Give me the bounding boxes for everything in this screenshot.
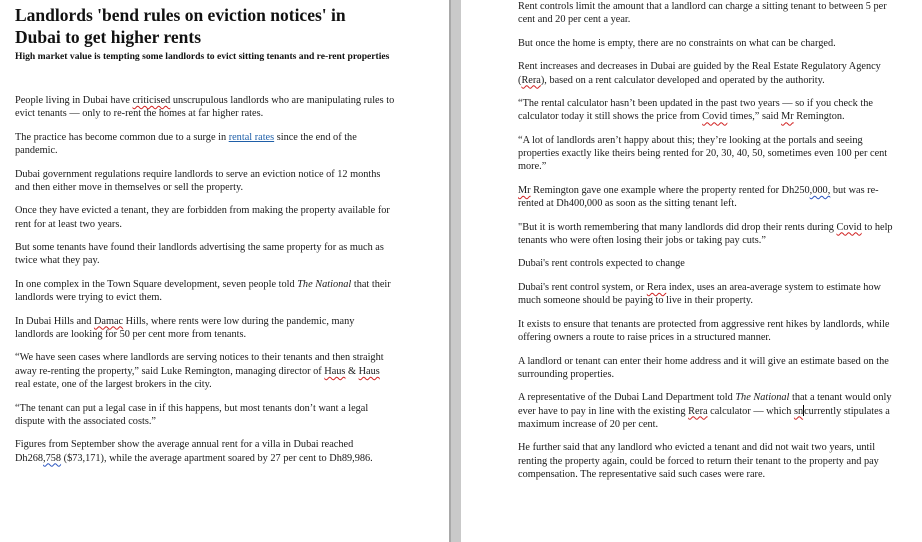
paragraph[interactable]: It exists to ensure that tenants are protected from aggressive rent hikes by landlords, while offering owners a route to raise prices in a structured manner. bbox=[518, 318, 890, 344]
paragraph[interactable]: Once they have evicted a tenant, they are forbidden from making the property available for rent for at least two years. bbox=[15, 205, 390, 230]
paragraph[interactable]: In Dubai Hills and Damac Hills, where rents were low during the pandemic, many landlords are looking for 50 per cent more from tenants. bbox=[15, 315, 355, 340]
document-page-right[interactable] bbox=[461, 0, 922, 542]
spelling-flag[interactable]: Mr bbox=[518, 184, 531, 196]
paragraph[interactable]: But once the home is empty, there are no constraints on what can be charged. bbox=[518, 37, 836, 49]
spelling-flag[interactable]: Haus bbox=[324, 365, 346, 377]
paragraph[interactable]: The practice has become common due to a surge in rental rates since the end of the pandemic. bbox=[15, 131, 357, 157]
paragraph[interactable]: “The rental calculator hasn’t been updated in the past two years — so if you check the calculator today it still shows the price from Covid times,” said Mr Remington. bbox=[518, 98, 873, 123]
page-gap-shadow bbox=[449, 0, 451, 542]
paragraph[interactable]: "But it is worth remembering that many landlords did drop their rents during Covid to help tenants who were often losing their jobs or taking pay cuts.” bbox=[518, 221, 893, 246]
spelling-flag[interactable]: Haus bbox=[358, 365, 380, 377]
spelling-flag[interactable]: criticised bbox=[132, 95, 171, 106]
spelling-flag[interactable]: sn bbox=[793, 405, 804, 417]
subheadline: High market value is tempting some landlords to evict sitting tenants and re-rent properties bbox=[15, 51, 390, 62]
left-column bbox=[15, 4, 395, 475]
paragraph[interactable]: “The tenant can put a legal case in if this happens, but most tenants don’t want a legal dispute with the associated costs.” bbox=[15, 402, 369, 427]
paragraph[interactable]: A representative of the Dubai Land Department told The National that a tenant would only ever have to pay in line with the existing Rera calculator — which sncurrently stipulates a maximum increase of 20 per cent. bbox=[518, 392, 892, 430]
spelling-flag[interactable]: Rera bbox=[688, 405, 708, 417]
grammar-flag[interactable]: ,000, bbox=[809, 184, 831, 196]
paragraph[interactable]: “A lot of landlords aren’t happy about this; they’re looking at the portals and seeing properties exactly like theirs being rented for 20, 30, 40, 50, sometimes even 100 per cent more.” bbox=[518, 134, 888, 173]
section-heading[interactable]: Dubai's rent controls expected to change bbox=[518, 258, 685, 270]
rental-rates-link[interactable]: rental rates bbox=[228, 131, 275, 143]
spelling-flag[interactable]: Damac bbox=[93, 315, 124, 327]
paragraph[interactable]: “We have seen cases where landlords are serving notices to their tenants and then straight away re-renting the property,” said Luke Remington, managing director of Haus & Haus real estate, one of the largest brokers in the city. bbox=[15, 352, 384, 391]
headline: Landlords 'bend rules on eviction notices' in Dubai to get higher rents bbox=[15, 5, 346, 47]
spelling-flag[interactable]: Covid bbox=[836, 221, 862, 233]
paragraph[interactable]: Rent controls limit the amount that a landlord can charge a sitting tenant to between 5 per cent and 20 per cent a year. bbox=[518, 1, 887, 26]
spelling-flag[interactable]: Mr bbox=[781, 111, 794, 123]
right-column bbox=[518, 0, 898, 491]
grammar-flag[interactable]: ,758 bbox=[43, 452, 62, 464]
paragraph[interactable]: Rent increases and decreases in Dubai are guided by the Real Estate Regulatory Agency (Rera), based on a rent calculator developed and operated by the authority. bbox=[518, 61, 881, 86]
paragraph[interactable]: Dubai's rent control system, or Rera index, uses an area-average system to estimate how much someone should be paying to live in their property. bbox=[518, 281, 881, 307]
spelling-flag[interactable]: Rera bbox=[521, 74, 541, 86]
paragraph[interactable]: He further said that any landlord who evicted a tenant and did not wait two years, until renting the property again, could be forced to return their tenant to the property and pay compensation. The representative said such cases were rare. bbox=[518, 442, 879, 480]
spelling-flag[interactable]: Covid bbox=[702, 111, 728, 123]
paragraph[interactable]: Dubai government regulations require landlords to serve an eviction notice of 12 months and then either move in themselves or sell the property. bbox=[15, 168, 381, 193]
paragraph[interactable]: In one complex in the Town Square development, seven people told The National that their landlords were trying to evict them. bbox=[15, 278, 391, 304]
paragraph[interactable]: Mr Remington gave one example where the property rented for Dh250,000, but was re-rented at Dh400,000 as soon as the sitting tenant left. bbox=[518, 184, 879, 210]
spelling-flag[interactable]: Rera bbox=[646, 281, 667, 293]
paragraph[interactable]: But some tenants have found their landlords advertising the same property for as much as twice what they pay. bbox=[15, 242, 384, 267]
paragraph[interactable]: A landlord or tenant can enter their home address and it will give an estimate based on the surrounding properties. bbox=[518, 355, 889, 380]
document-page-left[interactable] bbox=[0, 0, 449, 542]
paragraph[interactable]: People living in Dubai have criticised unscrupulous landlords who are manipulating rules to evict tenants — only to re-rent the homes at far higher rates. bbox=[15, 95, 395, 120]
paragraph[interactable]: Figures from September show the average annual rent for a villa in Dubai reached Dh268,758 ($73,171), while the average apartment soared by 27 per cent to Dh89,986. bbox=[15, 439, 373, 464]
